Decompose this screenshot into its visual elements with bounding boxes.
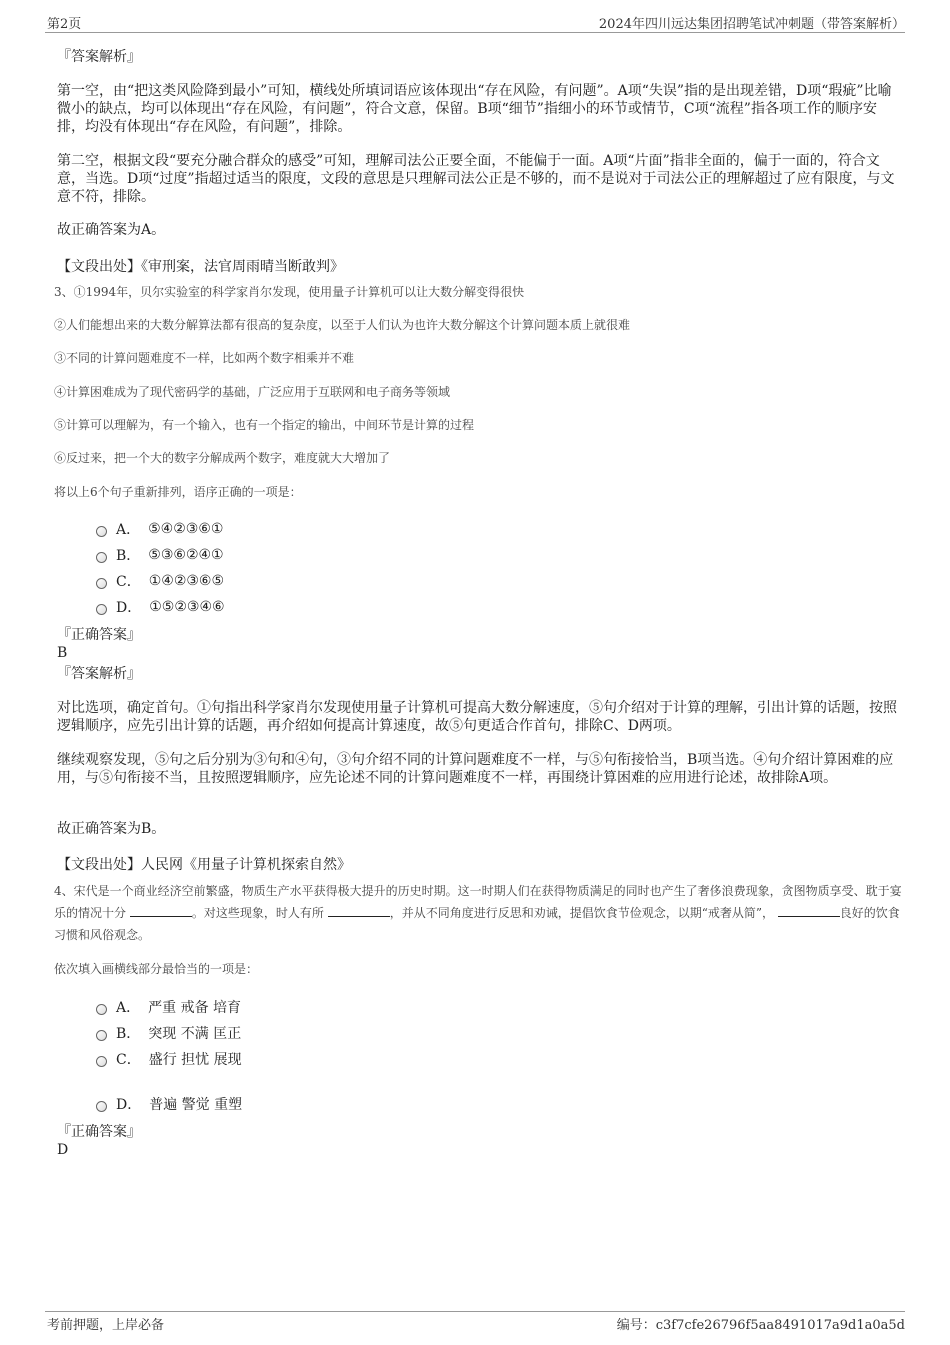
analysis-paragraph: 继续观察发现，⑤句之后分别为③句和④句，③句介绍不同的计算问题难度不一样，与⑤句衔接恰当，B项当选。④句介绍计算困难的应用，与⑤句衔接不当，且按照逻辑顺序，应先论述不同的计算问题难度不一样，再围绕计算困难的应用进行论述，故排除A项。 — [57, 752, 894, 786]
question-sentence: ②人们能想出来的大数分解算法都有很高的复杂度，以至于人们认为也许大数分解这个计算问题本质上就很难 — [54, 318, 631, 332]
analysis-paragraph: 对比选项，确定首句。①句指出科学家肖尔发现使用量子计算机可提高大数分解速度，⑤句介绍对于计算的理解，引出计算的话题，按照逻辑顺序，应先引出计算的话题，再介绍如何提高计算速度，故⑤句更适合作首句，排除C、D两项。 — [57, 700, 897, 734]
option-c[interactable]: C． ①④②③⑥⑤ — [96, 571, 224, 591]
question-sentence: ③不同的计算问题难度不一样，比如两个数字相乘并不难 — [54, 351, 355, 365]
correct-answer-label: 『正确答案』 — [57, 1124, 141, 1140]
header-divider — [45, 32, 905, 33]
source-citation: 【文段出处】人民网《用量子计算机探索自然》 — [57, 857, 351, 873]
question-sentence: 3、①1994年，贝尔实验室的科学家肖尔发现，使用量子计算机可以让大数分解变得很快 — [54, 285, 525, 299]
question-prompt: 依次填入画横线部分最恰当的一项是： — [54, 962, 259, 976]
radio-icon[interactable] — [96, 552, 107, 563]
question-prompt: 将以上6个句子重新排列，语序正确的一项是： — [54, 485, 302, 499]
fill-blank — [130, 904, 192, 917]
correct-answer-label: 『正确答案』 — [57, 627, 141, 643]
footer-divider — [45, 1311, 905, 1312]
option-b[interactable]: B． ⑤③⑥②④① — [96, 545, 224, 565]
analysis-label: 『答案解析』 — [57, 666, 141, 682]
option-a[interactable]: A． 严重 戒备 培育 — [96, 997, 241, 1017]
option-d[interactable]: D． 普遍 警觉 重塑 — [96, 1094, 242, 1114]
conclusion: 故正确答案为B。 — [57, 821, 166, 837]
fill-blank — [328, 904, 390, 917]
radio-icon[interactable] — [96, 578, 107, 589]
conclusion: 故正确答案为A。 — [57, 222, 166, 238]
correct-answer: D — [57, 1142, 69, 1158]
footer-slogan: 考前押题，上岸必备 — [47, 1318, 165, 1333]
analysis-paragraph: 第二空，根据文段“要充分融合群众的感受”可知，理解司法公正要全面，不能偏于一面。A项“片面”指非全面的，偏于一面的，符合文意，当选。D项“过度”指超过适当的限度，文段的意思是只理解司法公正是不够的，而不是说对于司法公正的理解超过了应有限度，与文意不符，排除。 — [57, 153, 895, 205]
fill-blank — [778, 904, 840, 917]
option-c[interactable]: C． 盛行 担忧 展现 — [96, 1049, 242, 1069]
source-citation: 【文段出处】《审刑案，法官周雨晴当断敢判》 — [57, 259, 344, 275]
option-b[interactable]: B． 突现 不满 匡正 — [96, 1023, 241, 1043]
analysis-paragraph: 第一空，由“把这类风险降到最小”可知，横线处所填词语应该体现出“存在风险，有问题”。A项“失误”指的是出现差错，D项“瑕疵”比喻微小的缺点，均可以体现出“存在风险，有问题”，符合文意，保留。B项“细节”指细小的环节或情节，C项“流程”指各项工作的顺序安排，均没有体现出“存在风险，有问题”，排除。 — [57, 83, 892, 135]
radio-icon[interactable] — [96, 526, 107, 537]
option-a[interactable]: A． ⑤④②③⑥① — [96, 519, 223, 539]
radio-icon[interactable] — [96, 604, 107, 615]
correct-answer: B — [57, 645, 68, 661]
document-id: 编号：c3f7cfe26796f5aa8491017a9d1a0a5d — [616, 1318, 905, 1333]
question-sentence: ⑤计算可以理解为，有一个输入，也有一个指定的输出，中间环节是计算的过程 — [54, 418, 475, 432]
analysis-label: 『答案解析』 — [57, 49, 141, 65]
radio-icon[interactable] — [96, 1056, 107, 1067]
radio-icon[interactable] — [96, 1101, 107, 1112]
radio-icon[interactable] — [96, 1004, 107, 1015]
question-sentence: ④计算困难成为了现代密码学的基础，广泛应用于互联网和电子商务等领域 — [54, 385, 451, 399]
question-sentence: ⑥反过来，把一个大的数字分解成两个数字，难度就大大增加了 — [54, 451, 391, 465]
radio-icon[interactable] — [96, 1030, 107, 1041]
option-d[interactable]: D． ①⑤②③④⑥ — [96, 597, 225, 617]
page-number: 第2页 — [47, 17, 82, 32]
question-stem: 4、宋代是一个商业经济空前繁盛，物质生产水平获得极大提升的历史时期。这一时期人们在获得物质满足的同时也产生了奢侈浪费现象，贪图物质享受、耽于宴乐的情况十分 。对这些现象，时人有所 ，并从不同角度进行反思和劝诫，提倡饮食节俭观念，以期“戒奢从简”， 良好的饮食习惯和风俗观念。 — [54, 884, 902, 942]
document-title: 2024年四川远达集团招聘笔试冲刺题（带答案解析） — [598, 17, 905, 32]
